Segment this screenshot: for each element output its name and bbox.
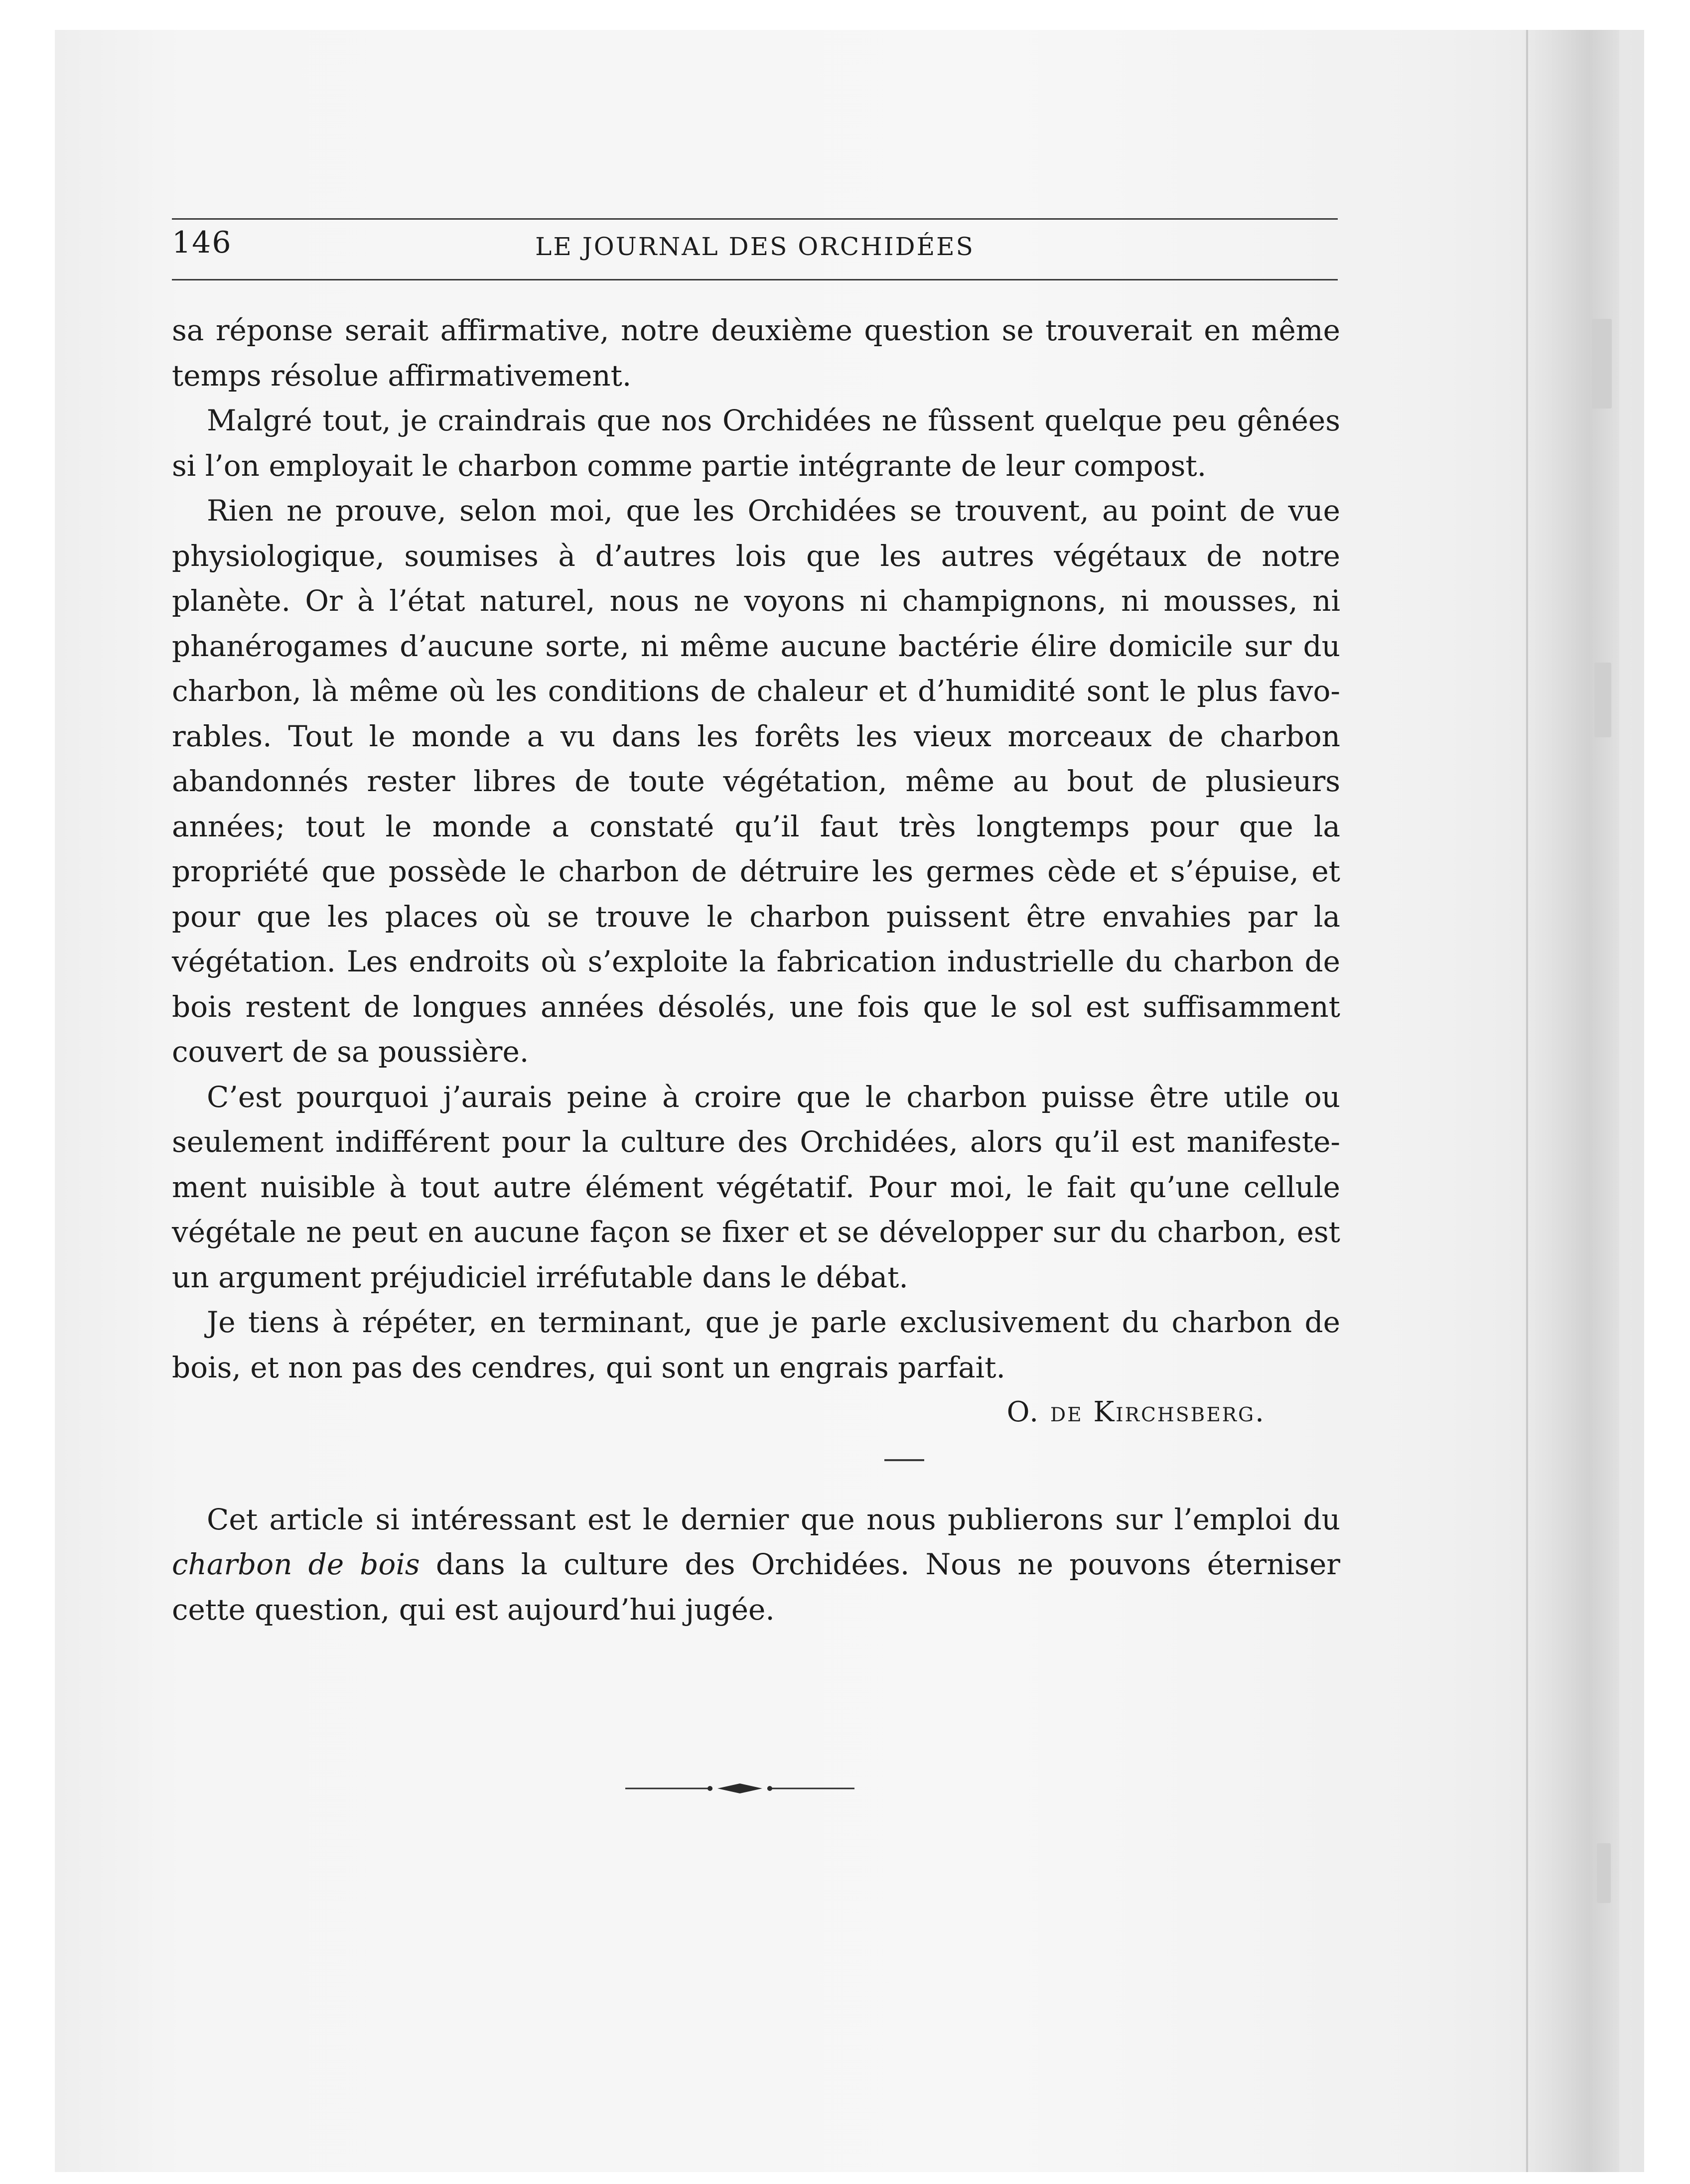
- header-rule-bottom: [172, 279, 1338, 280]
- adjacent-page-mark: [1592, 319, 1612, 409]
- editor-note-text: Cet article si intéressant est le dernier que nous publierons sur l’emploi du: [207, 1502, 1340, 1536]
- author-signature: [172, 1390, 1340, 1435]
- paragraph: Je tiens à répéter, en terminant, que je parle exclusivement du charbon de bois, et non pas des cendres, qui sont un engrais parfait.: [172, 1305, 1340, 1384]
- adjacent-page-mark: [1594, 663, 1611, 737]
- running-head: LE JOURNAL DES ORCHIDÉES: [535, 232, 975, 261]
- editor-note-emphasis: charbon de bois: [172, 1547, 420, 1581]
- section-divider-dash: [884, 1459, 924, 1461]
- page-fold-line: [1526, 30, 1528, 2172]
- paragraph: C’est pourquoi j’aurais peine à croire que le charbon puisse être utile ou seulement indifférent pour la culture des Orchidées, alors qu’il est manifeste-ment nuisible à tout autre élément végétatif. Pour moi, le fait qu’une cellule végétale ne peut en aucune façon se fixer et se développer sur du charbon, est un argument préjudiciel irréfutable dans le débat.: [172, 1080, 1340, 1294]
- page-number: 146: [172, 225, 232, 260]
- paragraph: Rien ne prouve, selon moi, que les Orchidées se trouvent, au point de vue physiologique, soumises à d’autres lois que les autres végétaux de notre planète. Or à l’état naturel, nous ne voyons ni champignons, ni mousses, ni phanérogames d’aucune sorte, ni même aucune bactérie élire domicile sur du charbon, là même où les conditions de chaleur et d’humidité sont le plus favo-rables. Tout le monde a vu dans les forêts les vieux morceaux de charbon abandonnés rester libres de toute végétation, même au bout de plusieurs années; tout le monde a constaté qu’il faut très longtemps pour que la propriété que possède le charbon de détruire les germes cède et s’épuise, et pour que les places où se trouve le charbon puissent être envahies par la végétation. Les endroits où s’exploite la fabrication industrielle du charbon de bois restent de longues années désolés, une fois que le sol est suffisamment couvert de sa poussière.: [172, 494, 1340, 1069]
- article-body: [172, 308, 1340, 1632]
- editor-note-text: dans la culture des Orchidées. Nous ne pouvons éterniser cette question, qui est aujourd’hui jugée.: [172, 1547, 1341, 1627]
- signature-text: O. de Kirchsberg.: [1006, 1396, 1266, 1428]
- paragraph: Malgré tout, je craindrais que nos Orchidées ne fûssent quelque peu gênées si l’on employait le charbon comme partie intégrante de leur compost.: [172, 404, 1340, 483]
- editor-note-paragraph: [172, 1497, 1340, 1633]
- header-rule-top: [172, 218, 1338, 220]
- editor-note: [172, 1497, 1340, 1633]
- paragraph: sa réponse serait affirmative, notre deuxième question se trouverait en même temps résolue affirmativement.: [172, 313, 1340, 393]
- fleuron-ornament: [625, 1778, 854, 1798]
- adjacent-page-mark: [1597, 1843, 1611, 1903]
